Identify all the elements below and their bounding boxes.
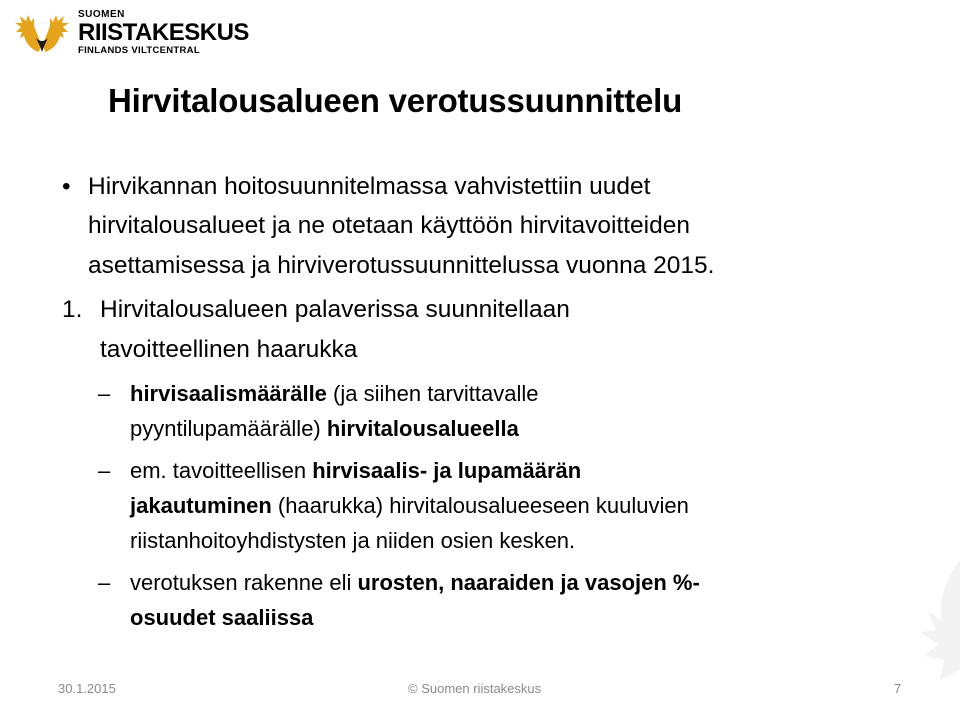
slide-title: Hirvitalousalueen verotussuunnittelu — [108, 82, 683, 119]
sub3-line-2: osuudet saaliissa — [130, 605, 314, 630]
footer-date: 30.1.2015 — [58, 681, 116, 696]
sub1-line-1: hirvisaalismäärälle (ja siihen tarvittavalle — [130, 381, 539, 406]
sub2-line-2: jakautuminen (haarukka) hirvitalousalueeseen kuuluvien — [130, 493, 689, 518]
footer-copyright: © Suomen riistakeskus — [408, 681, 542, 696]
numbered-line-1: Hirvitalousalueen palaverissa suunnitellaan — [100, 296, 570, 323]
sub1-line-2: pyyntilupamäärälle) hirvitalousalueella — [130, 416, 519, 441]
antlers-logo-icon — [12, 12, 72, 56]
bullet-line-1: Hirvikannan hoitosuunnitelmassa vahvistettiin uudet — [88, 173, 651, 200]
numbered-line-2: tavoitteellinen haarukka — [100, 336, 358, 363]
sub2-line-3: riistanhoitoyhdistysten ja niiden osien kesken. — [130, 528, 576, 553]
sub2-line-1: em. tavoitteellisen hirvisaalis- ja lupamäärän — [130, 458, 582, 483]
logo-sub-text: FINLANDS VILTCENTRAL — [78, 45, 200, 56]
logo-top-text: SUOMEN — [78, 9, 125, 20]
bullet-line-3: asettamisessa ja hirviverotussuunnittelussa vuonna 2015. — [88, 252, 715, 279]
logo-main-text: RIISTAKESKUS — [78, 19, 249, 46]
list-number: 1. — [62, 296, 83, 323]
dash-icon: – — [98, 570, 111, 595]
bullet-icon: • — [62, 173, 71, 200]
page-number: 7 — [894, 681, 902, 696]
dash-icon: – — [98, 381, 111, 406]
bullet-line-2: hirvitalousalueet ja ne otetaan käyttöön hirvitavoitteiden — [88, 212, 690, 239]
sub3-line-1: verotuksen rakenne eli urosten, naaraiden ja vasojen %- — [130, 570, 700, 595]
logo — [12, 8, 252, 60]
dash-icon: – — [98, 458, 111, 483]
